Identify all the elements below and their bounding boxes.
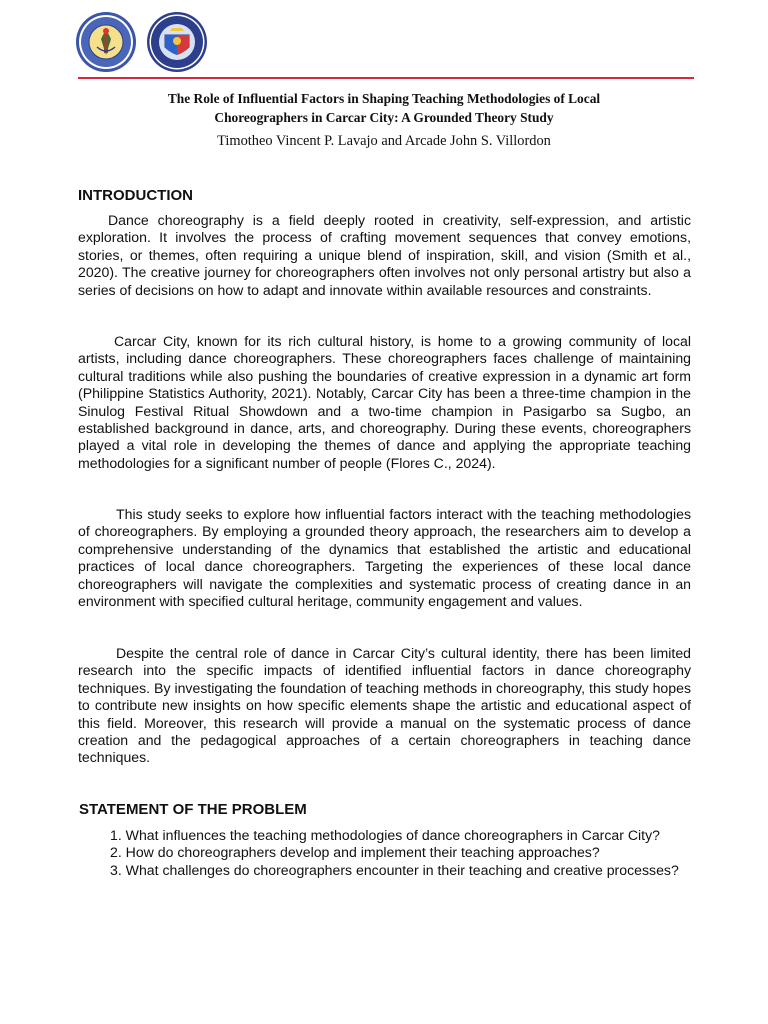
- paper-authors: Timotheo Vincent P. Lavajo and Arcade John S. Villordon: [217, 133, 551, 149]
- school-seal-logo: [75, 11, 137, 73]
- research-question: 2. How do choreographers develop and implement their teaching approaches?: [110, 844, 600, 861]
- intro-paragraph: Carcar City, known for its rich cultural history, is home to a growing community of local artists, including dance choreographers. These choreographers faces challenge of maintaining cultural traditions while also pushing the boundaries of creative expression in a dynamic art form (Philippine Statistics Authority, 2021). Notably, Carcar City has been a three-time champion in the Sinulog Festival Ritual Showdown and a two-time champion in Pasigarbo sa Sugbo, an established background in dance, arts, and choreography. During these events, choreographers played a vital role in developing the themes of dance and applying the appropriate teaching methodologies for a significant number of people (Flores C., 2024).: [78, 333, 691, 471]
- intro-paragraph: Despite the central role of dance in Carcar City’s cultural identity, there has been limited research into the specific impacts of identified influential factors in dance choreography techniques. By investigating the foundation of teaching methods in choreography, this study hopes to contribute new insights on how specific elements shape the artistic and educational aspect of this field. Moreover, this research will provide a manual on the systematic process of dance creation and the pedagogical approaches of a certain choreographers in teaching dance techniques.: [78, 645, 691, 766]
- paper-title: [78, 89, 690, 127]
- introduction-heading: INTRODUCTION: [78, 187, 193, 204]
- paper-title-line-1: The Role of Influential Factors in Shaping Teaching Methodologies of Local: [167, 91, 601, 106]
- intro-paragraph: This study seeks to explore how influential factors interact with the teaching methodologies of choreographers. By employing a grounded theory approach, the researchers aim to develop a comprehensive understanding of the dynamics that established the artistic and educational practices of local dance choreographers. Targeting the experiences of these local dance choreographers will navigate the complexities and systematic process of creating dance in an environment with specified cultural heritage, community engagement and values.: [78, 506, 691, 610]
- research-question: 1. What influences the teaching methodologies of dance choreographers in Carcar City?: [110, 827, 660, 843]
- research-question: 3. What challenges do choreographers encounter in their teaching and creative processes?: [110, 861, 679, 878]
- header-divider: [78, 77, 694, 79]
- paper-title-line-2: Choreographers in Carcar City: A Grounded Theory Study: [214, 110, 554, 125]
- research-questions-list: [110, 827, 691, 879]
- deped-seal-logo: [146, 11, 208, 73]
- intro-paragraph: Dance choreography is a field deeply rooted in creativity, self-expression, and artistic exploration. It involves the process of crafting movement sequences that convey emotions, stories, or themes, often requiring a unique blend of inspiration, skill, and vision (Smith et al., 2020). The creative journey for choreographers often involves not only personal artistry but also a series of decisions on how to adapt and innovate within available resources and constraints.: [78, 212, 691, 298]
- problem-statement-heading: STATEMENT OF THE PROBLEM: [79, 801, 307, 818]
